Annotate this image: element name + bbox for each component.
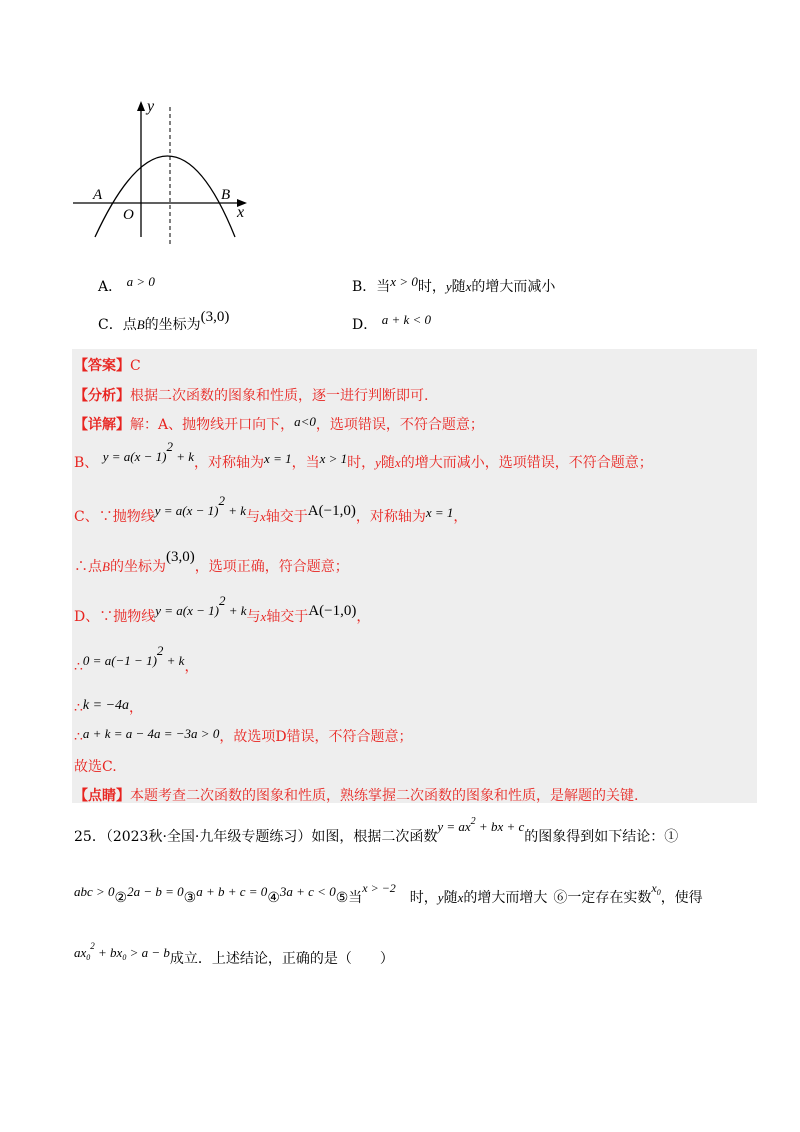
question-function-tail: + bx + c (475, 819, 525, 834)
line-b-math1-tail: + k (173, 449, 195, 464)
line-d-math1-sup: 2 (218, 593, 226, 608)
detail-text: 解：A、抛物线开口向下， (130, 417, 295, 433)
question-intro-2: 的图象得到如下结论：① (524, 829, 679, 845)
conclusion-6-var-sub: 0 (656, 888, 661, 897)
line-c-t3: ，对称轴为 (355, 509, 426, 525)
line-b-math3: x > 1 (319, 451, 348, 466)
line-d4-head: ∴ (74, 729, 83, 745)
line-d-math1-main: y = a(x − 1) (155, 603, 219, 618)
detail-line-d4 (74, 726, 413, 746)
detail-line-a (74, 414, 484, 434)
line-d2-t: ， (184, 659, 199, 675)
question-function-sup: 2 (470, 816, 476, 827)
option-d[interactable] (352, 314, 431, 334)
line-c-math1-main: y = a(x − 1) (154, 503, 219, 518)
line-d2-math-sup: 2 (156, 643, 164, 658)
conclusion-5-mark: ⑤当 (335, 890, 363, 906)
parabola-curve (95, 156, 235, 237)
option-b-var-y: y (445, 279, 452, 294)
line-b-math2: x = 1 (264, 451, 292, 466)
detail-tag: 【详解】 (74, 417, 130, 433)
conclusion-4: 3a + c < 0 (279, 884, 336, 899)
conclusion-5-math: x > −2 (362, 881, 396, 895)
line-d3-t: ， (129, 700, 144, 716)
line-b-t4: 随 (380, 455, 395, 471)
inequality-math (74, 941, 170, 962)
line-c-t4: ， (453, 509, 468, 525)
line-b-math1-sup: 2 (166, 439, 173, 454)
line-c-t2: 轴交于 (265, 509, 308, 525)
y-axis-arrow (137, 101, 145, 111)
line-b-t3: 时， (347, 455, 376, 471)
line-d3-head: ∴ (74, 700, 83, 716)
conclusion-6-var (651, 881, 660, 895)
detail-line-d3 (74, 697, 143, 717)
line-b-x: x (394, 455, 401, 470)
line-c2-b: B (102, 559, 110, 574)
inequality-ax: ax (74, 945, 87, 960)
conclusion-5-t3: 的增大而增大 (463, 890, 548, 906)
detail-line-c2 (74, 549, 349, 576)
question-source: （2023秋·全国·九年级专题练习） (105, 829, 312, 845)
option-d-math: a + k < 0 (381, 312, 432, 327)
line-b-y: y (375, 455, 381, 470)
line-b-t1: ，对称轴为 (194, 455, 265, 471)
line-d-math1 (155, 593, 247, 618)
detail-line-c (74, 493, 468, 526)
conclusion-2-mark: ② (114, 890, 128, 906)
line-d-t2: 轴交于 (266, 609, 309, 625)
option-b-mid: 时， (417, 279, 446, 295)
line-c-math1 (154, 493, 247, 518)
line-c-math2: A(−1,0) (307, 503, 356, 519)
detail-tail: ，选项错误，不符合题意； (315, 417, 484, 433)
choose-line (74, 756, 117, 776)
question-function-main: y = ax (437, 819, 471, 834)
question-25-line3 (74, 941, 394, 968)
comment-tag: 【点睛】 (74, 788, 130, 804)
conclusion-1: abc > 0 (74, 884, 115, 899)
comment-text: 本题考查二次函数的图象和性质，熟练掌握二次函数的图象和性质，是解题的关键. (130, 788, 639, 804)
line-c-t1: 与 (246, 509, 261, 525)
option-c-prefix: C．点 (98, 317, 137, 333)
line-d2-head: ∴ (74, 659, 83, 675)
point-a-label: A (93, 187, 103, 203)
line-b-t5: 的增大而减小，选项错误，不符合题意； (400, 455, 653, 471)
question-25-line2 (74, 881, 703, 907)
line-c2-t1: 的坐标为 (109, 559, 166, 575)
line-c-math3: x = 1 (425, 505, 454, 520)
option-c-mid: 的坐标为 (144, 317, 201, 333)
line-d2-math-tail: + k (163, 653, 185, 668)
conclusion-4-mark: ④ (267, 890, 280, 906)
detail-line-d (74, 593, 371, 626)
origin-label: O (123, 207, 134, 223)
line-d4-t: ，故选项D错误，不符合题意； (219, 729, 413, 745)
option-b[interactable] (352, 276, 555, 296)
line-d3-math: k = −4a (82, 698, 130, 713)
line-d-math2: A(−1,0) (308, 603, 357, 619)
choose-text: 故选C. (74, 759, 117, 775)
line-c-head: C、∵抛物线 (74, 509, 155, 525)
line-b-head: B、 (74, 455, 99, 471)
question-function (437, 816, 525, 834)
line-c-math1-sup: 2 (218, 493, 225, 508)
detail-line-d2 (74, 643, 199, 676)
conclusion-6-var-main: x (651, 881, 657, 895)
line-b-math1-main: y = a(x − 1) (102, 449, 167, 464)
conclusion-5-x: x (457, 890, 464, 905)
analysis-tag: 【分析】 (74, 388, 130, 404)
option-d-prefix: D． (352, 317, 378, 333)
conclusion-5-t2: 随 (443, 890, 458, 906)
inequality-sub: 0 (86, 953, 91, 962)
line-c2-head: ∴点 (74, 559, 102, 575)
inequality-sup: 2 (90, 941, 95, 951)
inequality-sub2: 0 (122, 953, 127, 962)
line-d2-math-main: 0 = a(−1 − 1) (82, 653, 157, 668)
option-b-prefix: B．当 (352, 279, 391, 295)
option-b-math: x > 0 (390, 274, 418, 289)
question-25-line1 (74, 816, 679, 846)
option-b-var-x: x (465, 279, 472, 294)
option-b-mid2: 随 (451, 279, 466, 295)
question-ending: 成立．上述结论，正确的是（ ） (169, 951, 394, 967)
detail-math: a<0 (294, 414, 316, 429)
line-c-x: x (260, 509, 266, 524)
line-d4-math: a + k = a − 4a = −3a > 0 (82, 726, 220, 741)
line-b-t2: ，当 (291, 455, 320, 471)
option-a[interactable] (98, 276, 155, 296)
question-intro: 如图，根据二次函数 (311, 829, 438, 845)
detail-line-b (74, 439, 653, 472)
line-b-math1 (102, 439, 195, 464)
answer-line (74, 355, 141, 375)
line-c-math1-tail: + k (224, 503, 247, 518)
line-d-x: x (260, 609, 267, 624)
conclusion-6-tail: ，使得 (660, 890, 703, 906)
inequality-bx: + bx (94, 945, 123, 960)
conclusion-5-t1: 时， (409, 890, 438, 906)
option-c-var: B (136, 317, 145, 332)
conclusion-3-mark: ③ (183, 890, 197, 906)
line-d2-math (82, 643, 185, 668)
line-d-math1-tail: + k (225, 603, 247, 618)
line-d-head: D、∵抛物线 (74, 609, 156, 625)
answer-tag: 【答案】 (74, 358, 130, 374)
line-d-t1: 与 (246, 609, 261, 625)
line-c2-math: (3,0) (165, 549, 195, 565)
line-d-t3: ， (356, 609, 371, 625)
x-axis-label: x (237, 204, 245, 221)
parabola-graph (65, 95, 255, 250)
option-a-math: a > 0 (126, 274, 155, 289)
option-b-suffix: 的增大而减小 (471, 279, 556, 295)
conclusion-3: a + b + c = 0 (196, 884, 268, 899)
analysis-text: 根据二次函数的图象和性质，逐一进行判断即可. (130, 388, 429, 404)
comment-line (74, 785, 638, 805)
question-number: 25． (74, 829, 106, 845)
line-c2-t2: ，选项正确，符合题意； (194, 559, 349, 575)
option-c[interactable] (98, 309, 230, 334)
answer-text: C (130, 358, 141, 374)
y-axis-label: y (147, 98, 155, 115)
conclusion-6-text: ⑥一定存在实数 (553, 890, 652, 906)
analysis-line (74, 385, 428, 405)
conclusion-2: 2a − b = 0 (127, 884, 184, 899)
point-b-label: B (221, 187, 231, 203)
inequality-tail: > a − b (126, 945, 170, 960)
option-a-prefix: A． (98, 279, 123, 295)
conclusion-5-y: y (437, 890, 444, 905)
option-c-math: (3,0) (200, 309, 230, 325)
